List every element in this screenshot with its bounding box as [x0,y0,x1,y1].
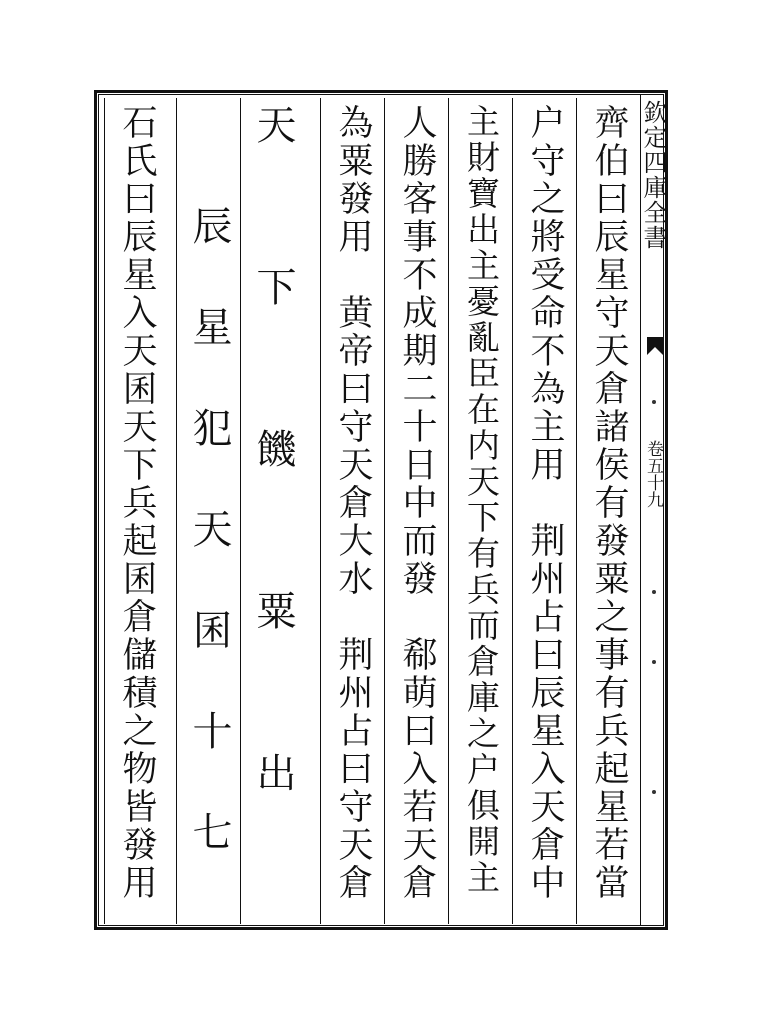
column-heading: 辰星犯天囷十七 [186,104,232,912]
text-column-4 [384,98,448,924]
text-column-2 [512,98,576,924]
text-column-5 [320,98,384,924]
fish-tail-mark-icon [646,335,664,357]
margin-dot [652,660,656,664]
margin-dot [652,790,656,794]
text-column-1 [576,98,640,924]
column-text: 為粟發用 黄帝曰守天倉大水 荆州占曰守天倉 [333,104,373,902]
column-text: 天下饑粟出 [250,104,296,914]
column-text: 人勝客事不成期二十日中而發 郗萌曰入若天倉 [397,104,437,902]
column-text: 主財寶出主憂亂臣在内天下有兵而倉庫之户俱開主 [462,104,501,896]
text-column-3 [448,98,512,924]
margin-dot [652,400,656,404]
text-column-7 [176,98,240,924]
column-text: 石氏曰辰星入天囷天下兵起囷倉儲積之物皆發用 [117,104,157,902]
margin-dot [652,590,656,594]
column-text: 齊伯曰辰星守天倉諸侯有發粟之事有兵起星若當 [589,104,629,902]
volume-label: 卷五十九 [643,440,663,508]
book-title: 欽定四庫全書 [639,100,667,250]
text-column-6 [240,98,304,924]
text-column-8 [104,98,168,924]
column-text: 户守之將受命不為主用 荆州占曰辰星入天倉中 [525,104,565,902]
